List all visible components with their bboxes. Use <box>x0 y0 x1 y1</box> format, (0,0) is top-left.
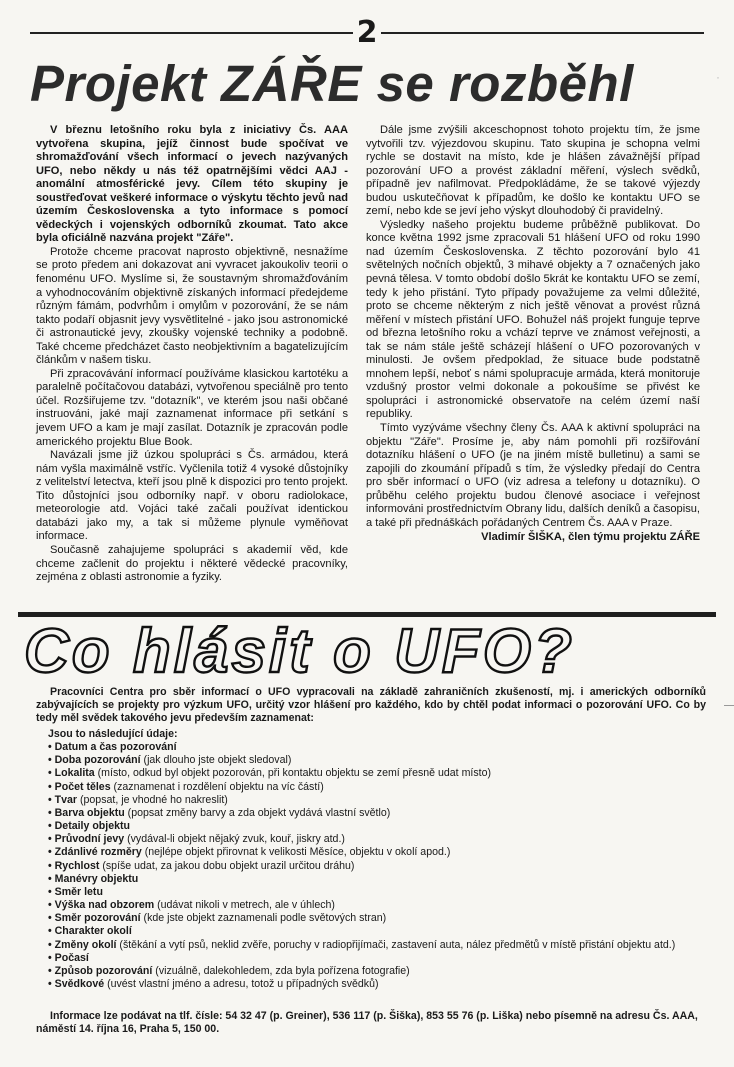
bullet-icon: • <box>48 793 55 806</box>
article1-paragraph: Při zpracovávání informací používáme klasickou kartotéku a paralelně počítačovou databázi, vytvořenou speciálně pro tento účel. Rozšiřujeme tzv. "dotazník", ve kterém jsou naši občané instruováni, jaké mají zaznamenat informace při setkání s jevem UFO a kam je mají zasílat. Dotazník je zpracován podle amerického projektu Blue Book. <box>36 367 348 448</box>
list-item: • Manévry objektu <box>48 872 139 885</box>
header-rule-right <box>381 32 704 34</box>
article1-paragraph: Tímto vyzýváme všechny členy Čs. AAA k aktivní spolupráci na objektu "Záře". Prosíme je, aby nám pomohli při rozšiřování dotazníku hlášení o UFO (je na jiném místě bulletinu) a sami se zapojili do zkoumání případů s tím, že výsledky předají do Centra pro sběr informací o UFO (viz adresa a telefony u dotazníku). O průběhu celého projektu budou členové asociace i veřejnost informováni prostřednictvím Obrany lidu, dalších deníků a časopisu, a také při přednáškách pořádaných Centrem Čs. AAA v Praze. <box>366 422 700 529</box>
list-item: • Barva objektu (popsat změny barvy a zda objekt vydává vlastní světlo) <box>48 806 391 819</box>
article1-left-column <box>36 124 348 585</box>
list-item: • Změny okolí (štěkání a vytí psů, neklid zvěře, poruchy v radiopřijímači, zastavení auta, nález předmětů v místě přistání objektu atd.) <box>48 938 676 951</box>
list-item: • Způsob pozorování (vizuálně, dalekohledem, zda byla pořízena fotografie) <box>48 964 410 977</box>
article1-paragraph: Navázali jsme již úzkou spolupráci s Čs. armádou, která nám vyšla maximálně vstříc. Vyčlenila totiž 4 vysoké důstojníky z velitelství letectva, kteří jsou plně k dispozici pro tento projekt. Tito důstojníci jsou odborníky např. v oboru radiolokace, meteorologie atd. Vojáci také začali používat identickou databázi jako my, a tak si můžeme plynule vyměňovat informace. <box>36 449 348 543</box>
list-item: • Doba pozorování (jak dlouho jste objekt sledoval) <box>48 754 292 767</box>
list-item: • Průvodní jevy (vydával-li objekt nějaký zvuk, kouř, jiskry atd.) <box>48 833 345 846</box>
bullet-icon: • <box>48 938 55 951</box>
list-item: • Detaily objektu <box>48 820 131 833</box>
article1-paragraph: Výsledky našeho projektu budeme průběžně publikovat. Do konce května 1992 jsme zpracovali 51 hlášení UFO od roku 1990 nad územím Československa. Z těchto pozorování bylo 41 světelných nočních objektů, 3 mihavé objekty a 7 označených jako pevná tělesa. V tomto období došlo 5krát ke kontaktu UFO se zemí, tedy k jeho přistání. Tyto případy považujeme za velmi důležité, proto se chceme některým z nich ještě věnovat a provést různá měření v místech přistání UFO. Bohužel náš projekt funguje teprve od března letošního roku a vchází teprve ve známost veřejnosti, a tak se nám stále ještě scházejí hlášení o UFO pozorovaných v minulosti. Je ovšem předpoklad, že situace bude podstatně mnohem lepší, neboť s námi spolupracuje armáda, která monitoruje vzdušný prostor velmi dokonale a pokoušíme se přivést ke spolupráci i astronomické observatoře na celém území naší republiky. <box>366 218 700 421</box>
contact-paragraph: Informace lze podávat na tlf. čísle: 54 32 47 (p. Greiner), 536 117 (p. Šiška), 853 55 76 (p. Liška) nebo písemně na adresu Čs. AAA, náměstí 14. října 16, Praha 5, 150 00. <box>36 1010 698 1036</box>
list-item: • Datum a čas pozorování <box>48 741 177 754</box>
article1-signature: Vladimír ŠIŠKA, člen týmu projektu ZÁŘE <box>481 531 700 544</box>
bullet-icon: • <box>48 846 55 859</box>
bullet-icon: • <box>48 806 55 819</box>
contact-info <box>36 1010 706 1036</box>
bullet-icon: • <box>48 912 55 925</box>
bullet-icon: • <box>48 885 55 898</box>
bullet-icon: • <box>48 872 55 885</box>
list-item: • Lokalita (místo, odkud byl objekt pozorován, při kontaktu objektu se zemí přesně udat místo) <box>48 767 491 780</box>
list-item: • Zdánlivé rozměry (nejlépe objekt přirovnat k velikosti Měsíce, objektu v okolí apod.) <box>48 846 451 859</box>
list-item: • Výška nad obzorem (udávat nikoli v metrech, ale v úhlech) <box>48 899 335 912</box>
article1-paragraph: Současně zahajujeme spolupráci s akademií věd, kde chceme začlenit do projektu i některé vědecké pracovníky, zejména z oblasti astronomie a fyziky. <box>36 543 348 584</box>
article1-right-column <box>366 124 700 545</box>
checklist-heading: Jsou to následující údaje: <box>48 728 178 740</box>
list-item: • Rychlost (spíše udat, za jakou dobu objekt urazil určitou dráhu) <box>48 859 355 872</box>
list-item: • Charakter okolí <box>48 925 132 938</box>
page-header <box>30 15 704 50</box>
article2-title: Co hlásit o UFO? <box>24 617 575 686</box>
bullet-icon: • <box>48 951 55 964</box>
list-item: • Tvar (popsat, je vhodné ho nakreslit) <box>48 793 228 806</box>
article1-lead-paragraph: V březnu letošního roku byla z iniciativy Čs. AAA vytvořena skupina, jejíž činnost bude spočívat ve shromažďování všech informací o jevech nazývaných UFO, nebo někdy u nás též opatrnějšími vědci AAJ - anomální atmosférické jevy. Cílem této skupiny je soustřeďovat veškeré informace o výskytu těchto jevů nad územím Československa a tyto informace s pomocí vědeckých i vojenských odborníků zkoumat. Tato akce byla oficiálně nazvána projekt "Záře". <box>36 124 348 245</box>
article2-intro-paragraph: Pracovníci Centra pro sběr informací o UFO vypracovali na základě zahraničních zkušeností, mj. i amerických odborníků zabývajících se projekty pro výzkum UFO, určitý vzor hlášení pro každého, kdo by chtěl podat informaci o pozorování UFO. Co by tedy měl svědek takového jevu především zaznamenat: <box>36 686 706 724</box>
bullet-icon: • <box>48 820 55 833</box>
report-checklist <box>36 728 706 991</box>
list-item: • Počet těles (zaznamenat i rozdělení objektu na víc částí) <box>48 780 324 793</box>
bullet-icon: • <box>48 899 55 912</box>
margin-mark: · <box>716 70 720 84</box>
bullet-icon: • <box>48 741 55 754</box>
bullet-icon: • <box>48 780 55 793</box>
header-rule-left <box>30 32 353 34</box>
bullet-icon: • <box>48 833 55 846</box>
bullet-icon: • <box>48 767 55 780</box>
bullet-icon: • <box>48 859 55 872</box>
checklist-items <box>36 741 706 991</box>
article1-title: Projekt ZÁŘE se rozběhl <box>30 55 634 112</box>
bullet-icon: • <box>48 977 55 990</box>
list-item: • Směr letu <box>48 885 103 898</box>
article2-intro <box>36 686 706 725</box>
margin-tick <box>724 705 734 706</box>
list-item: • Počasí <box>48 951 89 964</box>
list-item: • Svědkové (uvést vlastní jméno a adresu, totož u případných svědků) <box>48 977 379 990</box>
bullet-icon: • <box>48 964 55 977</box>
page-number: 2 <box>356 15 378 50</box>
list-item: • Směr pozorování (kde jste objekt zaznamenali podle světových stran) <box>48 912 387 925</box>
bullet-icon: • <box>48 754 55 767</box>
article1-paragraph: Protože chceme pracovat naprosto objektivně, nesnažíme se proto předem ani dokazovat ani vyvracet jakoukoliv teorii o fenoménu UFO. Myslíme si, že soustavným shromažďováním a vyhodnocováním objektivně získaných informací předejdeme různým fámám, podvrhům i omylům v pozorování, že se nám takto podaří objasnit jevy vysvětlitelné - jako jsou astronomické či astronautické jevy, zkoušky vojenské techniky a podobně. Také chceme předcházet často neobjektivním a bagatelizujícím článkům v našem tisku. <box>36 245 348 367</box>
article1-paragraph: Dále jsme zvýšili akceschopnost tohoto projektu tím, že jsme vytvořili tzv. výjezdovou skupinu. Tato skupina je schopna velmi rychle se dostavit na místo, kde je hlášen závažnější případ pozorování UFO a provést základní měření, výslech svědků, případně jev nafilmovat. Předpokládáme, že se takové výjezdy budou uskutečňovat k případům, ke došlo ke kontaktu UFO se zemí, nebo kde se jeví jeho výskyt dlouhodobý či pravidelný. <box>366 124 700 218</box>
bullet-icon: • <box>48 925 55 938</box>
